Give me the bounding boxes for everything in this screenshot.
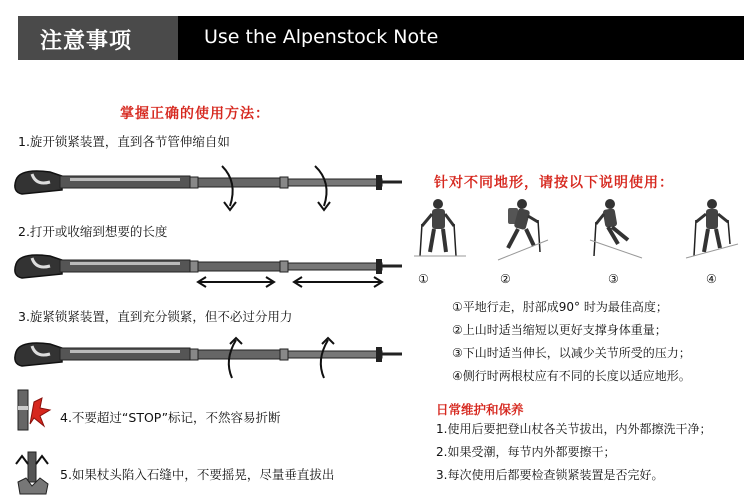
terrain-note-3: ③下山时适当伸长，以减少关节所受的压力； — [452, 346, 691, 360]
figure-label-2: ② — [500, 272, 511, 286]
terrain-note-4: ④侧行时两根杖应有不同的长度以适应地形。 — [452, 369, 691, 383]
hiker-flat-icon — [412, 196, 468, 264]
hiker-traverse-icon — [684, 196, 740, 264]
figure-label-4: ④ — [706, 272, 717, 286]
step-5-text: 5.如果杖头陷入石缝中，不要摇晃，尽量垂直拔出 — [60, 467, 335, 482]
broken-pole-icon — [14, 388, 54, 438]
header-title-en-box — [178, 16, 744, 60]
maintenance-item-1: 1.使用后要把登山杖各关节拔出，内外都擦洗干净； — [436, 422, 712, 436]
maintenance-title: 日常维护和保养 — [436, 402, 524, 417]
hiker-uphill-icon — [494, 196, 550, 264]
terrain-note-2: ②上山时适当缩短以更好支撑身体重量； — [452, 323, 667, 337]
maintenance-item-2: 2.如果受潮，每节内外都要擦干； — [436, 445, 616, 459]
figure-label-1: ① — [418, 272, 429, 286]
terrain-note-1: ①平地行走，肘部成90° 时为最佳高度； — [452, 300, 668, 314]
pole-illustration-1 — [10, 160, 410, 220]
header-title-cn: 注意事项 — [40, 29, 133, 54]
step-4-text: 4.不要超过“STOP”标记，不然容易折断 — [60, 410, 281, 425]
usage-section-title: 掌握正确的使用方法： — [120, 106, 270, 122]
pole-illustration-2 — [10, 248, 410, 298]
header-title-cn-box — [18, 16, 178, 60]
header — [0, 0, 744, 74]
stuck-pole-icon — [12, 446, 52, 496]
figure-label-3: ③ — [608, 272, 619, 286]
step-3-text: 3.旋紧锁紧装置，直到充分锁紧，但不必过分用力 — [18, 309, 293, 324]
maintenance-item-3: 3.每次使用后都要检查锁紧装置是否完好。 — [436, 468, 664, 482]
header-title-en: Use the Alpenstock Note — [204, 26, 439, 48]
hiker-downhill-icon — [588, 196, 644, 264]
terrain-section-title: 针对不同地形，请按以下说明使用： — [434, 175, 674, 191]
step-2-text: 2.打开或收缩到想要的长度 — [18, 224, 168, 239]
step-1-text: 1.旋开锁紧装置，直到各节管伸缩自如 — [18, 134, 230, 149]
pole-illustration-3 — [10, 334, 410, 384]
